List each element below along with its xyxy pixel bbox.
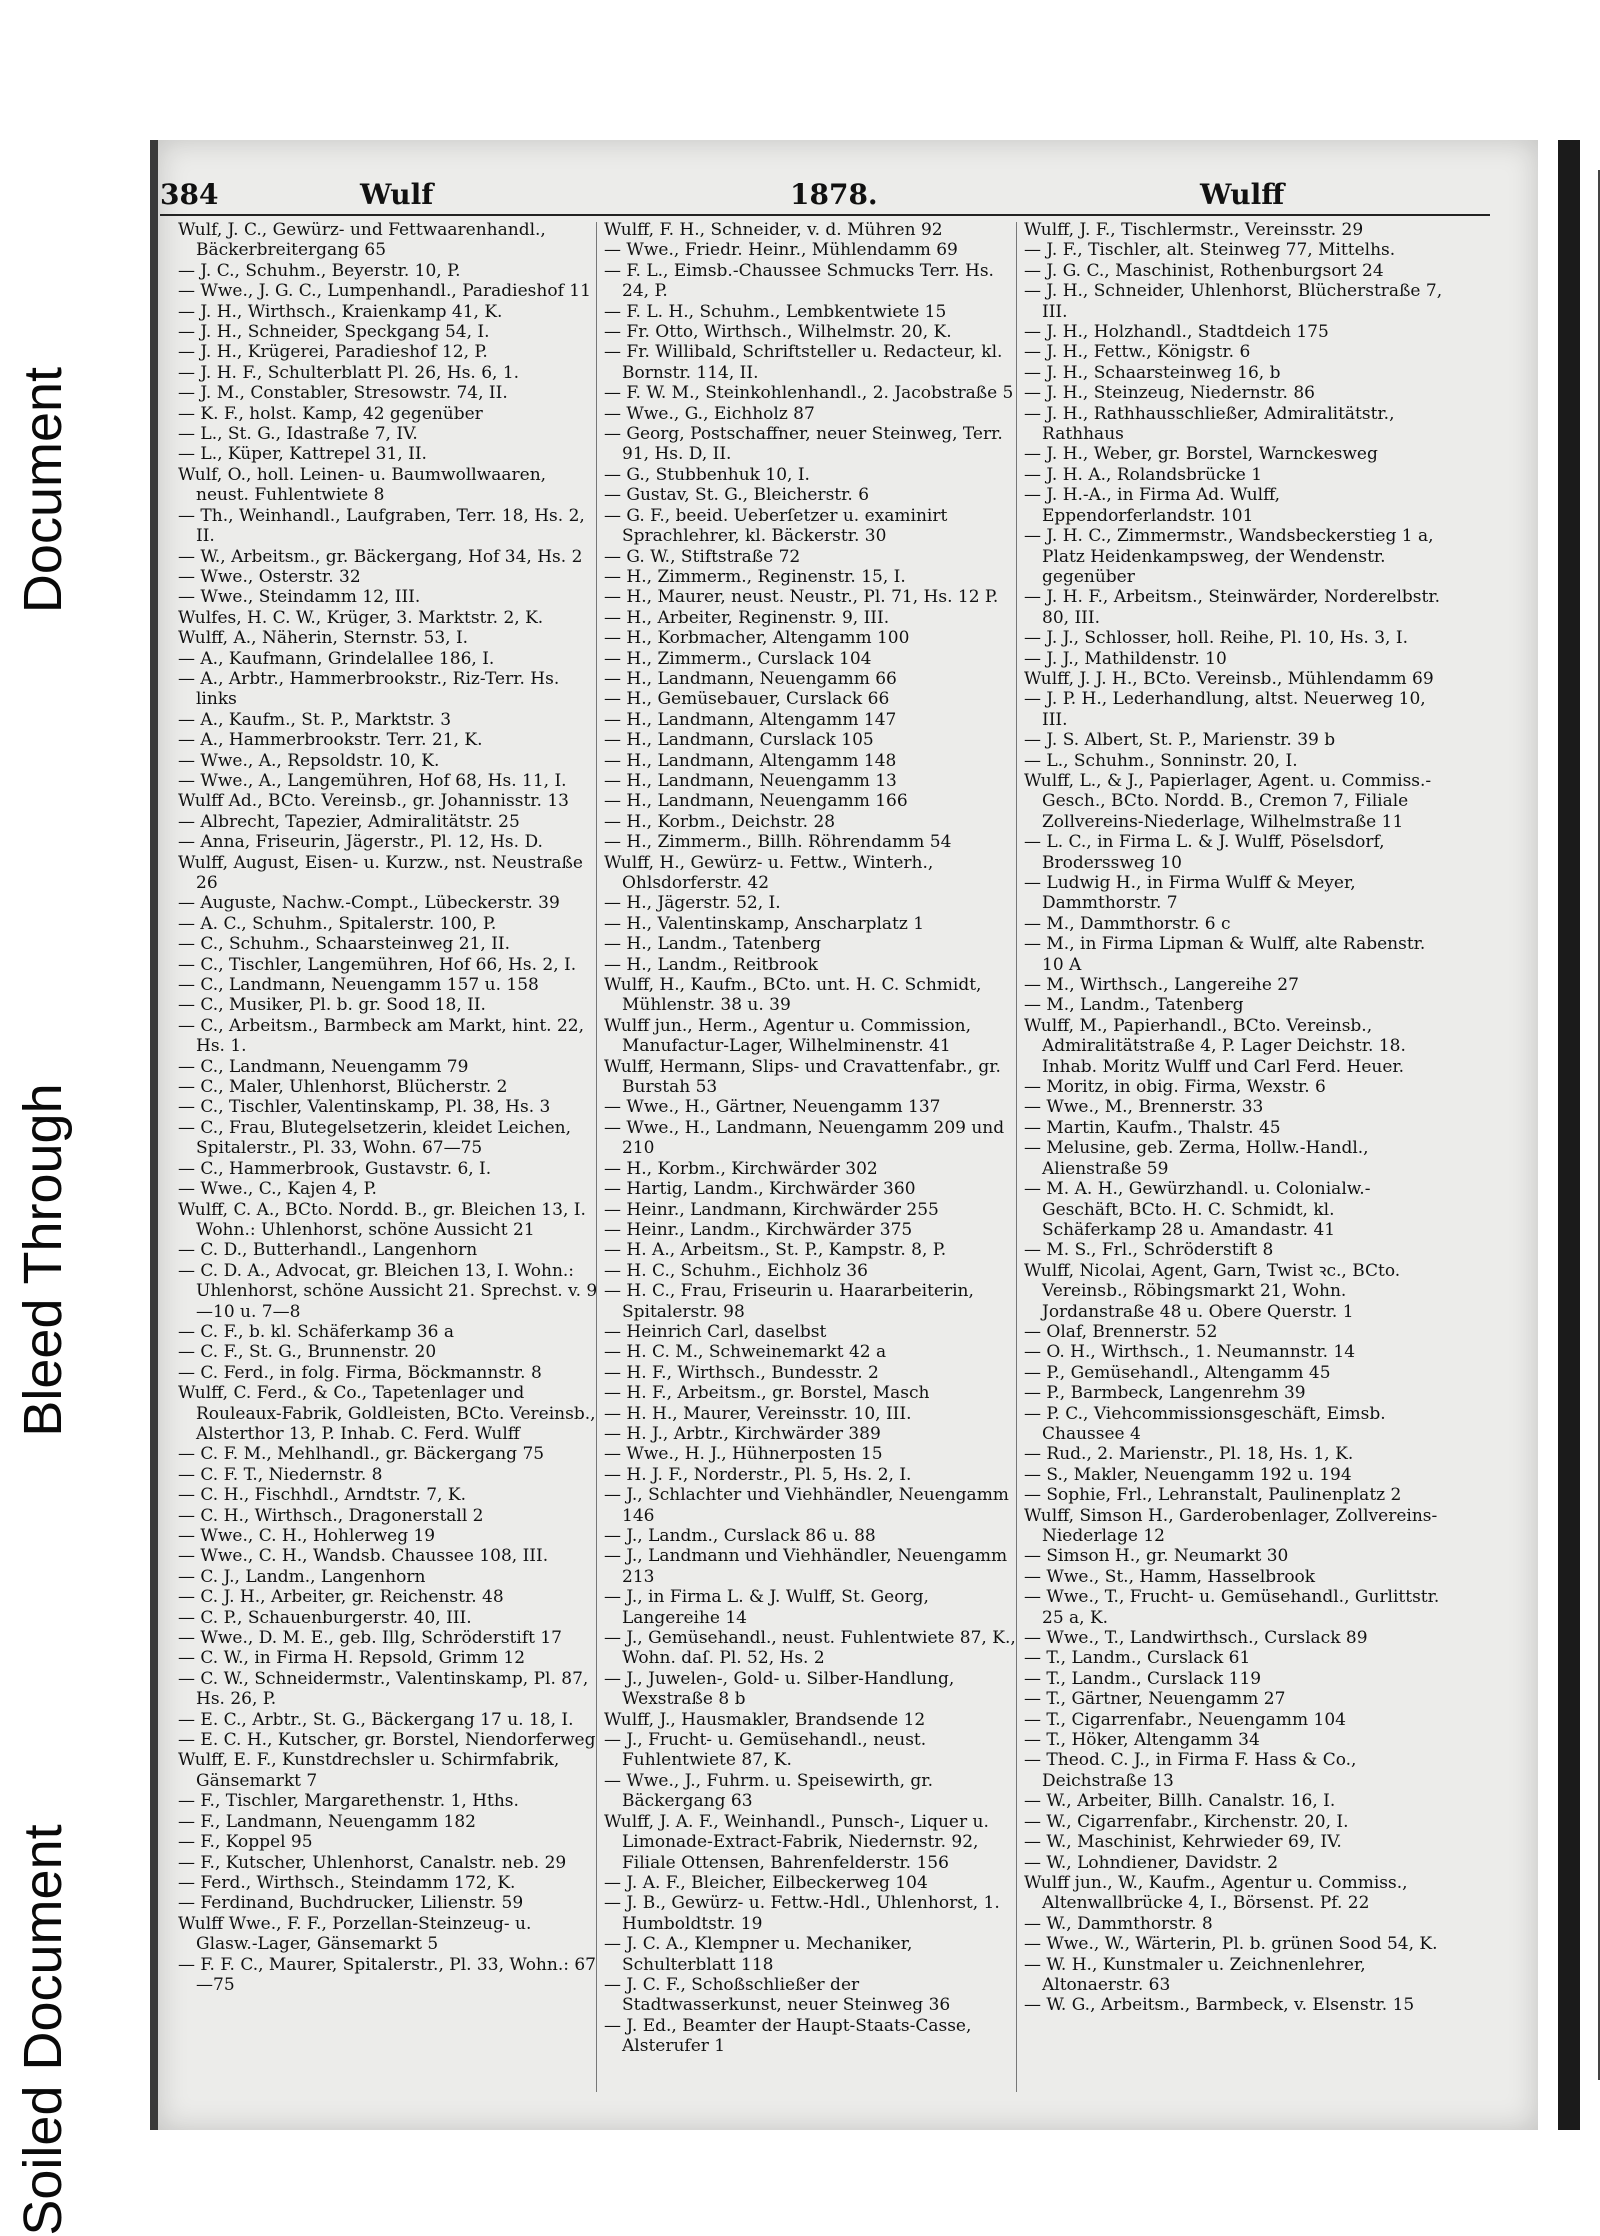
directory-entry: — H. C., Frau, Friseurin u. Haararbeiterin, Spitalerstr. 98 — [604, 1281, 974, 1322]
directory-entry: — H., Landmann, Neuengamm 13 — [604, 770, 897, 791]
directory-entry: — Wwe., C. H., Wandsb. Chaussee 108, III. — [178, 1546, 549, 1567]
directory-entry: Wulff jun., Herm., Agentur u. Commission, Manufactur-Lager, Wilhelminenstr. 41 — [604, 1015, 972, 1057]
directory-entry: — G. W., Stiftstraße 72 — [604, 546, 801, 567]
directory-entry: — Wwe., G., Eichholz 87 — [604, 403, 815, 424]
directory-entry: — J., Landm., Curslack 86 u. 88 — [604, 1526, 876, 1546]
directory-entry: — M., Landm., Tatenberg — [1024, 995, 1244, 1016]
directory-entry: — Wwe., C. H., Hohlerweg 19 — [178, 1526, 436, 1546]
directory-entry: — Wwe., T., Landwirthsch., Curslack 89 — [1024, 1628, 1368, 1649]
directory-entry: — Gustav, St. G., Bleicherstr. 6 — [604, 485, 870, 506]
directory-entry: — J., Juwelen-, Gold- u. Silber-Handlung, Wexstraße 8 b — [604, 1668, 955, 1710]
directory-entry: — J. H. A., Rolandsbrücke 1 — [1024, 464, 1263, 485]
directory-entry: Wulff, Simson H., Garderobenlager, Zollvereins-Niederlage 12 — [1024, 1505, 1438, 1546]
directory-entry: — Fr. Otto, Wirthsch., Wilhelmstr. 20, K. — [604, 322, 952, 343]
directory-entry: — Heinrich Carl, daselbst — [604, 1321, 827, 1342]
directory-entry: — A., Kaufmann, Grindelallee 186, I. — [178, 648, 495, 669]
directory-entry: — H. J., Arbtr., Kirchwärder 389 — [604, 1423, 881, 1444]
directory-entry: — H., Gemüsebauer, Curslack 66 — [604, 689, 890, 710]
directory-entry: — J. H. F., Arbeitsm., Steinwärder, Norderelbstr. 80, III. — [1024, 587, 1441, 628]
directory-entry: — Simson H., gr. Neumarkt 30 — [1024, 1546, 1289, 1567]
directory-entry: — G., Stubbenhuk 10, I. — [604, 464, 810, 485]
directory-entry: — C. D. A., Advocat, gr. Bleichen 13, I. Wohn.: Uhlenhorst, schöne Aussicht 21. Sprechst. v. 9—10 u. 7—8 — [178, 1260, 598, 1322]
directory-entry: — L., Küper, Kattrepel 31, II. — [178, 444, 427, 465]
directory-entry: — J., Landmann und Viehhändler, Neuengamm 213 — [604, 1546, 1008, 1587]
side-label-bleed-through: Bleed Through — [13, 1083, 73, 1437]
directory-entry: — J. H., Wirthsch., Kraienkamp 41, K. — [178, 301, 503, 322]
header-left-keyword: Wulf — [360, 178, 434, 211]
directory-entry: — H., Maurer, neust. Neustr., Pl. 71, Hs. 12 P. — [604, 587, 999, 608]
directory-entry: — H. A., Arbeitsm., St. P., Kampstr. 8, P. — [604, 1240, 947, 1261]
directory-entry: — W., Maschinist, Kehrwieder 69, IV. — [1024, 1832, 1342, 1853]
directory-entry: — C., Landmann, Neuengamm 79 — [178, 1056, 469, 1077]
directory-entry: — J. H., Holzhandl., Stadtdeich 175 — [1024, 322, 1329, 343]
directory-entry: — E. C. H., Kutscher, gr. Borstel, Niendorferweg — [178, 1730, 596, 1751]
directory-entry: — W., Cigarrenfabr., Kirchenstr. 20, I. — [1024, 1811, 1349, 1832]
directory-entry: — J. C. F., Schoßschließer der Stadtwasserkunst, neuer Steinweg 36 — [604, 1974, 951, 2016]
directory-entry: Wulff, M., Papierhandl., BCto. Vereinsb., Admiralitätstraße 4, P. Lager Deichstr. 18. Inhab. Moritz Wulff und Carl Ferd. Heuer. — [1024, 1015, 1406, 1077]
directory-entry: — Olaf, Brennerstr. 52 — [1024, 1321, 1218, 1342]
directory-entry: — A., Arbtr., Hammerbrookstr., Riz-Terr. Hs. links — [178, 668, 560, 710]
directory-entry: — J. H., Schaarsteinweg 16, b — [1024, 362, 1281, 383]
directory-entry: — Wwe., T., Frucht- u. Gemüsehandl., Gurlittstr. 25 a, K. — [1024, 1587, 1440, 1628]
directory-entry: — C. W., in Firma H. Repsold, Grimm 12 — [178, 1648, 526, 1669]
directory-entry: Wulff, J., Hausmakler, Brandsende 12 — [604, 1709, 926, 1730]
directory-entry: — L., Schuhm., Sonninstr. 20, I. — [1024, 750, 1298, 771]
directory-entry: — J. J., Schlosser, holl. Reihe, Pl. 10, Hs. 3, I. — [1024, 628, 1408, 649]
directory-entry: — J. B., Gewürz- u. Fettw.-Hdl., Uhlenhorst, 1. Humboldtstr. 19 — [604, 1893, 1000, 1934]
directory-entry: — C. F., b. kl. Schäferkamp 36 a — [178, 1321, 454, 1342]
directory-entry: — Rud., 2. Marienstr., Pl. 18, Hs. 1, K. — [1024, 1444, 1354, 1465]
directory-entry: Wulff, H., Kaufm., BCto. unt. H. C. Schmidt, Mühlenstr. 38 u. 39 — [604, 975, 982, 1016]
directory-entry: — J. Ed., Beamter der Haupt-Staats-Casse, Alsterufer 1 — [604, 2015, 972, 2057]
directory-entry: — Theod. C. J., in Firma F. Hass & Co., Deichstraße 13 — [1024, 1750, 1357, 1791]
directory-entry: — J. H., Fettw., Königstr. 6 — [1024, 342, 1251, 363]
directory-entry: — Ferd., Wirthsch., Steindamm 172, K. — [178, 1872, 516, 1893]
directory-entry: — H., Korbmacher, Altengamm 100 — [604, 628, 910, 649]
directory-entry: — P. C., Viehcommissionsgeschäft, Eimsb. Chaussee 4 — [1024, 1403, 1386, 1444]
directory-entry: — C., Tischler, Langemühren, Hof 66, Hs. 2, I. — [178, 954, 577, 975]
directory-entry: — W. G., Arbeitsm., Barmbeck, v. Elsenstr. 15 — [1024, 1995, 1415, 2016]
directory-entry: Wulff, C. A., BCto. Nordd. B., gr. Bleichen 13, I. Wohn.: Uhlenhorst, schöne Aussicht 21 — [178, 1199, 586, 1240]
directory-entry: — J. H., Rathhausschließer, Admiralitätstr., Rathhaus — [1024, 403, 1395, 445]
directory-entry: — Wwe., J., Fuhrm. u. Speisewirth, gr. Bäckergang 63 — [604, 1770, 933, 1812]
directory-entry: — A., Hammerbrookstr. Terr. 21, K. — [178, 730, 483, 751]
directory-entry: Wulf, J. C., Gewürz- und Fettwaarenhandl., Bäckerbreitergang 65 — [178, 220, 546, 261]
directory-entry: — H., Landmann, Neuengamm 166 — [604, 791, 908, 812]
side-labels — [0, 366, 86, 2236]
directory-entry: — F. F. C., Maurer, Spitalerstr., Pl. 33, Wohn.: 67—75 — [178, 1954, 596, 1995]
directory-entry: — Wwe., W., Wärterin, Pl. b. grünen Sood 54, K. — [1024, 1934, 1438, 1955]
directory-entry: Wulff, A., Näherin, Sternstr. 53, I. — [178, 628, 469, 649]
directory-entry: Wulff Wwe., F. F., Porzellan-Steinzeug- u. Glasw.-Lager, Gänsemarkt 5 — [178, 1913, 532, 1955]
directory-entry: — C., Musiker, Pl. b. gr. Sood 18, II. — [178, 995, 486, 1016]
directory-entry: — Wwe., C., Kajen 4, P. — [178, 1179, 377, 1200]
directory-entry: — F., Kutscher, Uhlenhorst, Canalstr. neb. 29 — [178, 1852, 567, 1873]
directory-entry: — Wwe., J. G. C., Lumpenhandl., Paradieshof 11 — [178, 281, 591, 302]
directory-entry: — T., Höker, Altengamm 34 — [1024, 1730, 1260, 1751]
directory-entry: Wulff Ad., BCto. Vereinsb., gr. Johannisstr. 13 — [178, 791, 569, 812]
directory-entry: — J. J., Mathildenstr. 10 — [1024, 648, 1227, 669]
directory-entry: — A., Kaufm., St. P., Marktstr. 3 — [178, 709, 452, 730]
directory-entry: — M., Dammthorstr. 6 c — [1024, 913, 1231, 934]
directory-entry: — Wwe., A., Repsoldstr. 10, K. — [178, 750, 440, 771]
directory-entry: — T., Landm., Curslack 119 — [1024, 1668, 1262, 1689]
directory-entry: — Fr. Willibald, Schriftsteller u. Redacteur, kl. Bornstr. 114, II. — [604, 342, 1003, 383]
directory-entry: — G. F., beeid. Ueberſetzer u. examinirt Sprachlehrer, kl. Bäckerstr. 30 — [604, 505, 948, 547]
directory-entry: — H. C. M., Schweinemarkt 42 a — [604, 1342, 887, 1363]
page-header — [160, 178, 1510, 218]
directory-entry: — T., Cigarrenfabr., Neuengamm 104 — [1024, 1709, 1346, 1730]
directory-entry: — H., Zimmerm., Billh. Röhrendamm 54 — [604, 832, 952, 853]
directory-entry: — H. H., Maurer, Vereinsstr. 10, III. — [604, 1403, 912, 1424]
directory-entry: — M. A. H., Gewürzhandl. u. Colonialw.-Geschäft, BCto. H. C. Schmidt, kl. Schäferkamp 28 u. Amandastr. 41 — [1024, 1179, 1371, 1240]
directory-entry: — Wwe., H., Landmann, Neuengamm 209 und 210 — [604, 1117, 1005, 1159]
directory-entry: — C., Maler, Uhlenhorst, Blücherstr. 2 — [178, 1077, 508, 1098]
directory-entry: — J. M., Constabler, Stresowstr. 74, II. — [178, 383, 508, 404]
directory-entry: — J., Gemüsehandl., neust. Fuhlentwiete 87, K., Wohn. daſ. Pl. 52, Hs. 2 — [604, 1628, 1016, 1669]
directory-entry: — H., Korbm., Kirchwärder 302 — [604, 1158, 878, 1179]
directory-entry: — Anna, Friseurin, Jägerstr., Pl. 12, Hs. D. — [178, 832, 543, 853]
directory-entry: — M., Wirthsch., Langereihe 27 — [1024, 975, 1299, 996]
directory-entry: — C. F. M., Mehlhandl., gr. Bäckergang 75 — [178, 1444, 545, 1465]
directory-entry: — Georg, Postschaffner, neuer Steinweg, Terr. 91, Hs. D, II. — [604, 424, 1003, 465]
directory-entry: — Wwe., M., Brennerstr. 33 — [1024, 1097, 1264, 1118]
directory-entry: — H., Zimmerm., Curslack 104 — [604, 648, 872, 669]
directory-entry: — Martin, Kaufm., Thalstr. 45 — [1024, 1117, 1281, 1138]
directory-entry: — Hartig, Landm., Kirchwärder 360 — [604, 1179, 916, 1200]
directory-entry: — O. H., Wirthsch., 1. Neumannstr. 14 — [1024, 1342, 1356, 1363]
directory-entry: — H. C., Schuhm., Eichholz 36 — [604, 1260, 868, 1281]
directory-entry: — F., Landmann, Neuengamm 182 — [178, 1811, 476, 1832]
directory-entry: — Wwe., Friedr. Heinr., Mühlendamm 69 — [604, 240, 958, 261]
directory-entry: — F. W. M., Steinkohlenhandl., 2. Jacobstraße 5 — [604, 383, 1014, 404]
directory-entry: — M., in Firma Lipman & Wulff, alte Rabenstr. 10 A — [1024, 934, 1426, 975]
directory-entry: — A. C., Schuhm., Spitalerstr. 100, P. — [178, 913, 497, 934]
directory-entry: — C. P., Schauenburgerstr. 40, III. — [178, 1607, 472, 1628]
directory-entry: Wulff, F. H., Schneider, v. d. Mühren 92 — [604, 220, 943, 240]
directory-entry: — J. H. C., Zimmermstr., Wandsbeckerstieg 1 a, Platz Heidenkampsweg, der Wendenstr. gegenüber — [1024, 526, 1434, 587]
side-label-document: Document — [13, 366, 73, 614]
directory-entry: — C. H., Wirthsch., Dragonerstall 2 — [178, 1505, 484, 1526]
directory-entry: — F. L. H., Schuhm., Lembkentwiete 15 — [604, 301, 947, 322]
directory-entry: — H., Zimmerm., Reginenstr. 15, I. — [604, 566, 906, 587]
directory-entry: — C., Frau, Blutegelsetzerin, kleidet Leichen, Spitalerstr., Pl. 33, Wohn. 67—75 — [178, 1117, 572, 1159]
directory-entry: — J. H., Krügerei, Paradieshof 12, P. — [178, 342, 488, 363]
directory-entry: Wulff, J. J. H., BCto. Vereinsb., Mühlendamm 69 — [1024, 668, 1434, 689]
directory-entry: Wulf, O., holl. Leinen- u. Baumwollwaaren, neust. Fuhlentwiete 8 — [178, 464, 547, 506]
directory-entry: — Wwe., H., Gärtner, Neuengamm 137 — [604, 1097, 941, 1118]
directory-entry: — W., Dammthorstr. 8 — [1024, 1913, 1213, 1934]
directory-entry: — Ferdinand, Buchdrucker, Lilienstr. 59 — [178, 1893, 524, 1914]
directory-entry: Wulff, August, Eisen- u. Kurzw., nst. Neustraße 26 — [178, 852, 583, 893]
directory-entry: — W., Lohndiener, Davidstr. 2 — [1024, 1852, 1279, 1873]
directory-entry: — K. F., holst. Kamp, 42 gegenüber — [178, 403, 483, 424]
directory-entry: Wulff, L., & J., Papierlager, Agent. u. Commiss.-Gesch., BCto. Nordd. B., Cremon 7, Filiale Zollvereins-Niederlage, Wilhelmstraße 11 — [1024, 770, 1432, 832]
directory-entry: — H., Landmann, Altengamm 147 — [604, 709, 897, 730]
directory-entry: — J. H.-A., in Firma Ad. Wulff, Eppendorferlandstr. 101 — [1024, 485, 1280, 526]
directory-entry: — P., Barmbeck, Langenrehm 39 — [1024, 1383, 1306, 1404]
directory-entry: — Wwe., D. M. E., geb. Illg, Schröderstift 17 — [178, 1628, 562, 1649]
directory-entry: — J. C., Schuhm., Beyerstr. 10, P. — [178, 260, 461, 281]
directory-entry: — S., Makler, Neuengamm 192 u. 194 — [1024, 1464, 1352, 1485]
directory-entry: — H., Landm., Reitbrook — [604, 954, 818, 975]
directory-entry: — Sophie, Frl., Lehranstalt, Paulinenplatz 2 — [1024, 1485, 1402, 1506]
directory-entry: — J. H., Steinzeug, Niedernstr. 86 — [1024, 383, 1315, 404]
directory-entry: Wulff, E. F., Kunstdrechsler u. Schirmfabrik, Gänsemarkt 7 — [178, 1750, 560, 1791]
directory-entry: — H., Jägerstr. 52, I. — [604, 893, 781, 914]
page-number: 384 — [160, 178, 219, 211]
directory-entry: — H., Landmann, Neuengamm 66 — [604, 668, 897, 689]
directory-entry: — H., Valentinskamp, Anscharplatz 1 — [604, 913, 925, 934]
directory-entry: — C. W., Schneidermstr., Valentinskamp, Pl. 87, Hs. 26, P. — [178, 1668, 589, 1710]
directory-entry: — H., Landm., Tatenberg — [604, 934, 821, 955]
directory-entry: — J., Schlachter und Viehhändler, Neuengamm 146 — [604, 1485, 1009, 1526]
directory-entry: — T., Gärtner, Neuengamm 27 — [1024, 1689, 1286, 1710]
directory-entry: — C., Arbeitsm., Barmbeck am Markt, hint. 22, Hs. 1. — [178, 1015, 585, 1057]
directory-entry: — J. A. F., Bleicher, Eilbeckerweg 104 — [604, 1872, 928, 1893]
directory-entry: Wulff, Nicolai, Agent, Garn, Twist ꝛc., BCto. Vereinsb., Röbingsmarkt 21, Wohn. Jordanstraße 48 u. Obere Querstr. 1 — [1024, 1260, 1401, 1322]
directory-entry: — J. H. F., Schulterblatt Pl. 26, Hs. 6, 1. — [178, 362, 520, 383]
directory-entry: Wulff, J. A. F., Weinhandl., Punsch-, Liquer u. Limonade-Extract-Fabrik, Niedernstr. 92, Filiale Ottensen, Bahrenfelderstr. 156 — [604, 1811, 989, 1873]
directory-entry: — C., Hammerbrook, Gustavstr. 6, I. — [178, 1158, 492, 1179]
directory-entry: — Ludwig H., in Firma Wulff & Meyer, Dammthorstr. 7 — [1024, 873, 1356, 914]
directory-entry: — L. C., in Firma L. & J. Wulff, Pöselsdorf, Broderssweg 10 — [1024, 832, 1385, 873]
directory-entry: Wulff, Hermann, Slips- und Cravattenfabr., gr. Burstah 53 — [604, 1056, 1001, 1098]
directory-entry: Wulff jun., W., Kaufm., Agentur u. Commiss., Altenwallbrücke 4, I., Börsenst. Pf. 22 — [1024, 1872, 1408, 1914]
directory-entry: — F., Tischler, Margarethenstr. 1, Hths. — [178, 1791, 519, 1812]
directory-entry: — J. P. H., Lederhandlung, altst. Neuerweg 10, III. — [1024, 689, 1426, 730]
directory-entry: — H., Korbm., Deichstr. 28 — [604, 811, 836, 832]
directory-entry: — C. J., Landm., Langenhorn — [178, 1566, 426, 1587]
directory-entry: — C. Ferd., in folg. Firma, Böckmannstr. 8 — [178, 1362, 542, 1383]
directory-entry: — H., Arbeiter, Reginenstr. 9, III. — [604, 607, 890, 628]
directory-entry: — L., St. G., Idastraße 7, IV. — [178, 424, 418, 445]
directory-entry: Wulff, J. F., Tischlermstr., Vereinsstr. 29 — [1024, 220, 1364, 240]
directory-entry: — P., Gemüsehandl., Altengamm 45 — [1024, 1362, 1331, 1383]
directory-entry: — E. C., Arbtr., St. G., Bäckergang 17 u. 18, I. — [178, 1709, 574, 1730]
directory-entry: — Wwe., H. J., Hühnerposten 15 — [604, 1444, 883, 1465]
directory-entry: — C. D., Butterhandl., Langenhorn — [178, 1240, 478, 1261]
directory-entry: — W., Arbeitsm., gr. Bäckergang, Hof 34, Hs. 2 — [178, 546, 583, 567]
header-year: 1878. — [790, 178, 878, 211]
directory-entry: — H. J. F., Norderstr., Pl. 5, Hs. 2, I. — [604, 1464, 912, 1485]
directory-entry: — J. H., Weber, gr. Borstel, Warnckesweg — [1024, 444, 1378, 465]
directory-entry: — J., Frucht- u. Gemüsehandl., neust. Fuhlentwiete 87, K. — [604, 1730, 927, 1771]
directory-entry: — Moritz, in obig. Firma, Wexstr. 6 — [1024, 1077, 1326, 1098]
directory-entry: — C., Schuhm., Schaarsteinweg 21, II. — [178, 934, 511, 955]
directory-entry: Wulff, C. Ferd., & Co., Tapetenlager und Rouleaux-Fabrik, Goldleisten, BCto. Vereinsb., Alsterthor 13, P. Inhab. C. Ferd. Wulff — [178, 1383, 596, 1444]
directory-entry: — C. F. T., Niedernstr. 8 — [178, 1464, 383, 1485]
directory-entry: — Albrecht, Tapezier, Admiralitätstr. 25 — [178, 811, 520, 832]
directory-entry: — J. H., Schneider, Uhlenhorst, Blücherstraße 7, III. — [1024, 281, 1443, 322]
directory-entry: — C. J. H., Arbeiter, gr. Reichenstr. 48 — [178, 1587, 504, 1608]
header-right-keyword: Wulff — [1200, 178, 1285, 211]
directory-entry: — C., Landmann, Neuengamm 157 u. 158 — [178, 975, 539, 996]
directory-entry: — J. F., Tischler, alt. Steinweg 77, Mittelhs. — [1024, 240, 1396, 261]
directory-entry: — H. F., Arbeitsm., gr. Borstel, Masch — [604, 1383, 930, 1404]
directory-entry: — H. F., Wirthsch., Bundesstr. 2 — [604, 1362, 879, 1383]
directory-entry: — W. H., Kunstmaler u. Zeichnenlehrer, Altonaerstr. 63 — [1024, 1954, 1366, 1995]
book-gutter — [1558, 140, 1580, 2130]
directory-entry: — J. G. C., Maschinist, Rothenburgsort 24 — [1024, 260, 1384, 281]
directory-entry: Wulff, H., Gewürz- u. Fettw., Winterh., Ohlsdorferstr. 42 — [604, 852, 934, 893]
directory-entry: — Wwe., St., Hamm, Hasselbrook — [1024, 1566, 1316, 1587]
directory-entry: — F. L., Eimsb.-Chaussee Schmucks Terr. Hs. 24, P. — [604, 260, 994, 302]
directory-entry: — Melusine, geb. Zerma, Hollw.-Handl., Alienstraße 59 — [1024, 1138, 1369, 1179]
side-label-soiled-document: Soiled Document — [13, 1824, 73, 2236]
directory-entry: — H., Landmann, Curslack 105 — [604, 730, 874, 751]
directory-entry: — Auguste, Nachw.-Compt., Lübeckerstr. 39 — [178, 893, 560, 914]
directory-entry: — Heinr., Landm., Kirchwärder 375 — [604, 1219, 913, 1240]
header-rule — [160, 214, 1490, 216]
directory-entry: — Wwe., Osterstr. 32 — [178, 566, 361, 587]
directory-entry: — W., Arbeiter, Billh. Canalstr. 16, I. — [1024, 1791, 1336, 1812]
directory-entry: — Wwe., Steindamm 12, III. — [178, 587, 421, 608]
directory-entry: — T., Landm., Curslack 61 — [1024, 1648, 1251, 1669]
directory-entry: — Th., Weinhandl., Laufgraben, Terr. 18, Hs. 2, II. — [178, 505, 585, 547]
directory-entry: — F., Koppel 95 — [178, 1832, 313, 1853]
directory-entry: — H., Landmann, Altengamm 148 — [604, 750, 897, 771]
directory-entry: — J. H., Schneider, Speckgang 54, I. — [178, 322, 490, 343]
directory-column-1 — [178, 220, 598, 2100]
directory-entry: — C. F., St. G., Brunnenstr. 20 — [178, 1342, 437, 1363]
directory-entry: — J., in Firma L. & J. Wulff, St. Georg, Langereihe 14 — [604, 1587, 929, 1628]
directory-entry: — C., Tischler, Valentinskamp, Pl. 38, Hs. 3 — [178, 1097, 551, 1118]
directory-column-2 — [604, 220, 1024, 2100]
directory-entry: — Heinr., Landmann, Kirchwärder 255 — [604, 1199, 939, 1220]
directory-entry: — C. H., Fischhdl., Arndtstr. 7, K. — [178, 1485, 466, 1506]
directory-entry: — M. S., Frl., Schröderstift 8 — [1024, 1240, 1274, 1261]
directory-entry: Wulfes, H. C. W., Krüger, 3. Marktstr. 2, K. — [178, 607, 544, 628]
directory-column-3 — [1024, 220, 1444, 2100]
directory-entry: — Wwe., A., Langemühren, Hof 68, Hs. 11, I. — [178, 770, 567, 791]
directory-entry: — J. C. A., Klempner u. Mechaniker, Schulterblatt 118 — [604, 1934, 913, 1975]
directory-entry: — J. S. Albert, St. P., Marienstr. 39 b — [1024, 730, 1336, 751]
